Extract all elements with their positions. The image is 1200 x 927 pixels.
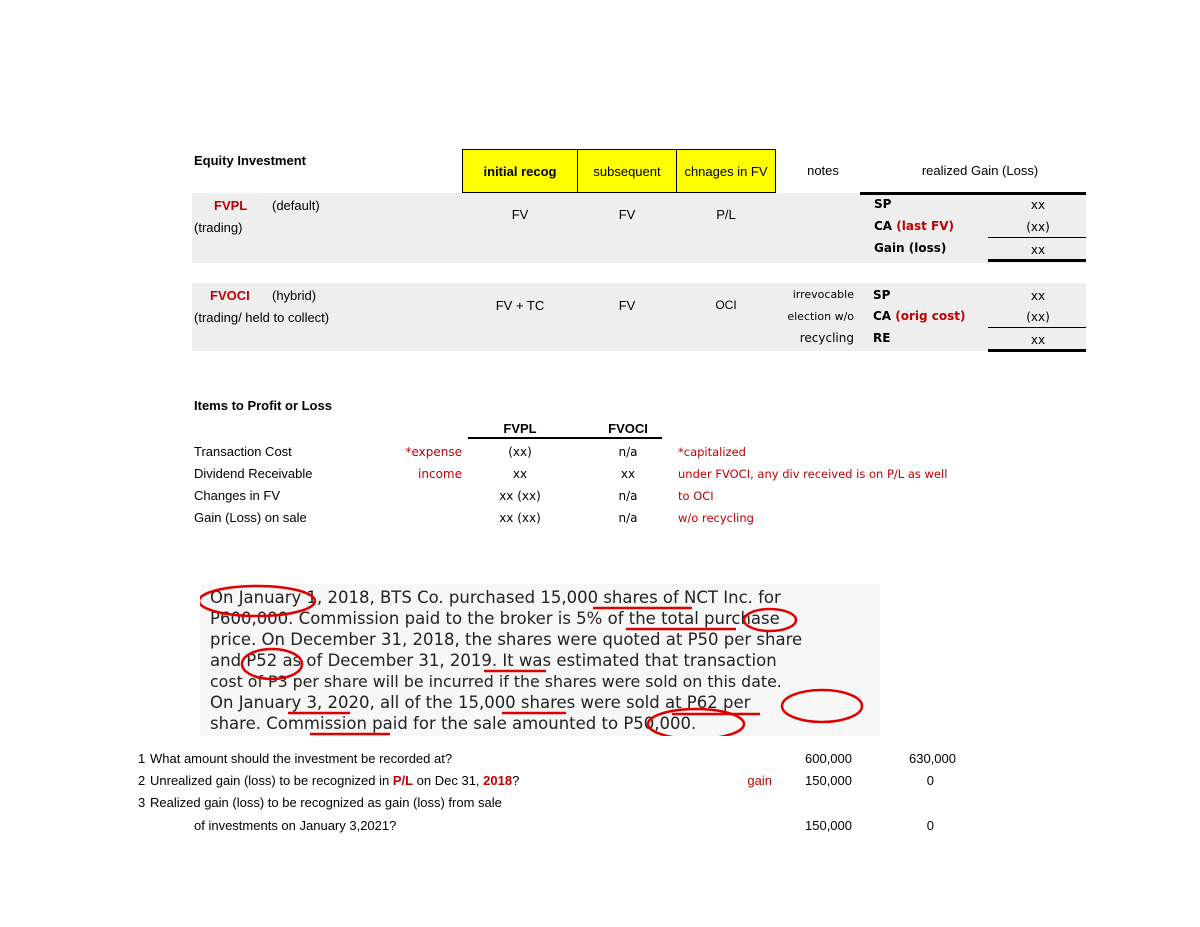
items-row-label: Dividend Receivable <box>194 466 313 481</box>
problem-line: and P52 as of December 31, 2019. It was estimated that transaction <box>210 651 777 670</box>
fvpl-line-3-value: xx <box>1030 243 1046 257</box>
items-row-fvoci: n/a <box>618 445 638 459</box>
fvpl-changes: P/L <box>716 207 736 222</box>
col-header-realized: realized Gain (Loss) <box>921 163 1039 178</box>
fvpl-total-rule <box>988 259 1086 262</box>
fvoci-line-1-value: xx <box>1030 289 1046 303</box>
fvoci-total-rule <box>988 349 1086 352</box>
items-row-label: Transaction Cost <box>194 444 292 459</box>
answer-1: 600,000 <box>805 751 852 766</box>
col-header-changes: chnages in FV <box>676 149 776 193</box>
fvpl-line-2-label: CA (last FV) <box>874 219 955 233</box>
items-col-fvoci: FVOCI <box>608 421 648 436</box>
items-row-note-right: under FVOCI, any div received is on P/L as well <box>678 467 948 481</box>
question-number: 3 <box>138 795 146 810</box>
items-header-rule <box>468 437 662 439</box>
answer-1: 150,000 <box>805 773 852 788</box>
col-header-subsequent: subsequent <box>577 149 677 193</box>
fvpl-line-3-label: Gain (loss) <box>874 241 947 255</box>
items-row-fvpl: xx (xx) <box>499 511 541 525</box>
items-row-fvoci: n/a <box>618 511 638 525</box>
answer-1: 150,000 <box>805 818 852 833</box>
problem-line: price. On December 31, 2018, the shares were quoted at P50 per share <box>210 630 803 649</box>
items-row-label: Changes in FV <box>194 488 280 503</box>
items-row-fvoci: n/a <box>618 489 638 503</box>
fvoci-line-3-label: RE <box>873 331 891 345</box>
col-header-initial: initial recog <box>462 149 578 193</box>
fvoci-type: (hybrid) <box>272 288 317 303</box>
fvoci-subtotal-rule <box>988 327 1086 328</box>
question-number: 1 <box>138 751 146 766</box>
problem-line: share. Commission paid for the sale amounted to P50,000. <box>210 714 697 733</box>
fvoci-desc: (trading/ held to collect) <box>194 310 330 325</box>
fvoci-line-2-label: CA (orig cost) <box>873 309 966 323</box>
problem-line: On January 3, 2020, all of the 15,000 shares were sold at P62 per <box>210 693 751 712</box>
items-row-note-left: *expense <box>405 445 462 459</box>
fvoci-line-2-value: (xx) <box>1026 310 1050 324</box>
fvpl-name: FVPL <box>214 198 248 213</box>
fvpl-type: (default) <box>272 198 320 213</box>
question-text: of investments on January 3,2021? <box>194 818 397 833</box>
items-row-fvoci: xx <box>620 467 636 481</box>
fvoci-line-1-label: SP <box>873 288 891 302</box>
question-text: What amount should the investment be recorded at? <box>150 751 453 766</box>
fvoci-initial: FV + TC <box>495 298 545 313</box>
problem-line: P600,000. Commission paid to the broker is 5% of the total purchase <box>210 609 780 628</box>
fvoci-subsequent: FV <box>618 298 636 313</box>
items-row-note-right: to OCI <box>678 489 714 503</box>
question-text: Unrealized gain (loss) to be recognized in P/L on Dec 31, 2018? <box>150 773 520 788</box>
fvoci-line-3-value: xx <box>1030 333 1046 347</box>
col-header-notes: notes <box>807 163 839 178</box>
items-row-label: Gain (Loss) on sale <box>194 510 307 525</box>
items-row-fvpl: xx (xx) <box>499 489 541 503</box>
annotation-circle <box>782 690 862 722</box>
answer-2: 0 <box>926 818 934 833</box>
annotation-circle <box>242 649 302 679</box>
fvoci-changes: OCI <box>715 298 737 312</box>
question-tag: gain <box>747 773 772 788</box>
fvpl-line-2-value: (xx) <box>1026 220 1050 234</box>
question-number: 2 <box>138 773 146 788</box>
items-row-fvpl: xx <box>512 467 528 481</box>
fvoci-name: FVOCI <box>210 288 250 303</box>
fvoci-note-3: recycling <box>799 331 854 345</box>
fvpl-initial: FV <box>511 207 529 222</box>
problem-line: On January 1, 2018, BTS Co. purchased 15,000 shares of NCT Inc. for <box>210 588 781 607</box>
items-row-note-right: *capitalized <box>678 445 746 459</box>
fvoci-note-2: election w/o <box>787 310 854 323</box>
problem-text-image <box>200 584 880 736</box>
annotation-circle <box>744 609 796 631</box>
items-row-note-left: income <box>418 467 462 481</box>
items-title: Items to Profit or Loss <box>194 398 332 413</box>
fvpl-desc: (trading) <box>194 220 243 235</box>
answer-2: 630,000 <box>909 751 956 766</box>
problem-line: cost of P3 per share will be incurred if the shares were sold on this date. <box>210 672 782 691</box>
fvpl-subsequent: FV <box>618 207 636 222</box>
fvoci-note-1: irrevocable <box>792 288 854 301</box>
fvpl-top-rule <box>860 192 1086 195</box>
section-title: Equity Investment <box>194 153 306 168</box>
annotation-circle <box>200 586 315 616</box>
fvpl-subtotal-rule <box>988 237 1086 238</box>
items-row-fvpl: (xx) <box>508 445 532 459</box>
question-text: Realized gain (loss) to be recognized as gain (loss) from sale <box>150 795 502 810</box>
items-col-fvpl: FVPL <box>503 421 537 436</box>
red-annotation-overlay <box>200 584 880 736</box>
fvpl-line-1-value: xx <box>1030 198 1046 212</box>
items-row-note-right: w/o recycling <box>678 511 754 525</box>
fvpl-line-1-label: SP <box>874 197 892 211</box>
answer-2: 0 <box>926 773 934 788</box>
